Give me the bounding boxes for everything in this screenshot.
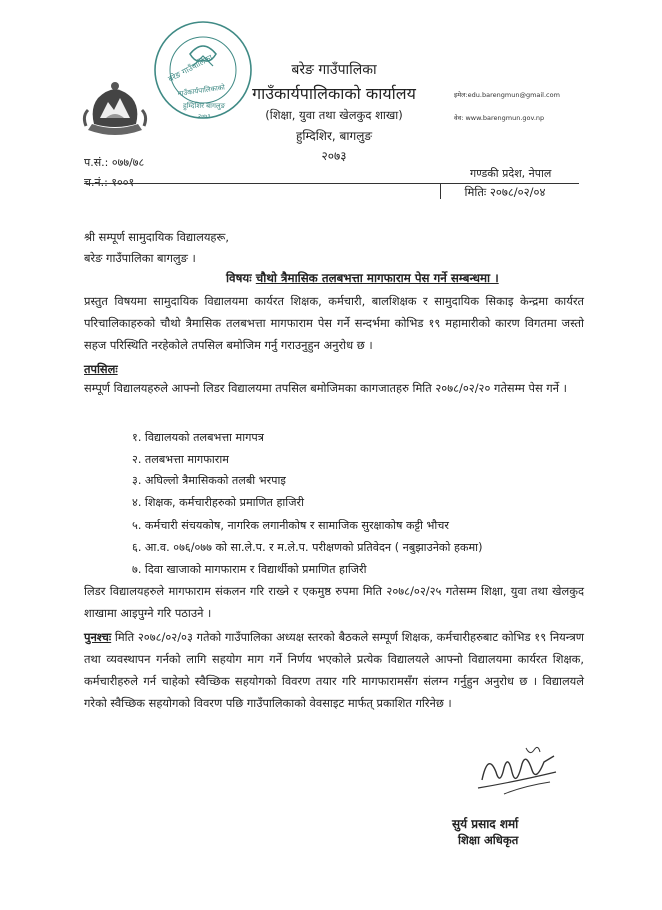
tapasil-paragraph: सम्पूर्ण विद्यालयहरुले आफ्नो लिडर विद्यालयमा तपसिल बमोजिमका कागजातहरु मिति २०७८/०२/२० गतेसम्म पेस गर्ने । [84,381,567,395]
punasch-paragraph [84,626,584,714]
signatory-name: सुर्य प्रसाद शर्मा [452,817,519,831]
list-item: ४. शिक्षक, कर्मचारीहरुको प्रमाणित हाजिरी [132,496,304,509]
handwritten-signature-icon [474,742,560,802]
intro-paragraph: प्रस्तुत विषयमा सामुदायिक विद्यालयमा कार्यरत शिक्षक, कर्मचारी, बालशिक्षक र सामुदायिक सिकाइ केन्द्रमा कार्यरत परिचालिकाहरुको चौथो त्रैमासिक तलबभत्ता मागफाराम पेस गर्ने सन्दर्भमा कोभिड १९ महामारीको कारण विगतमा जस्तो सहज परिस्थिति नरहेकोले तपसिल बमोजिम गर्नु गराउनुहुन अनुरोध छ । [84,294,584,352]
svg-text:गाउँकार्यपालिकाको: गाउँकार्यपालिकाको [177,83,226,98]
tapasil-label: तपसिलः [84,362,118,376]
reference-ps: प.सं.: ०७७/७८ [84,156,145,169]
letter-date: मितिः २०७८/०२/०४ [464,185,546,199]
list-item: ७. दिवा खाजाको मागफाराम र विद्यार्थीको प्रमाणित हाजिरी [132,563,367,576]
subject-line [226,270,499,286]
header-location: हुम्दिशिर, बागलुङ [295,129,373,143]
header-office: गाउँकार्यपालिकाको कार्यालय [252,84,416,103]
svg-text:२०७३: २०७३ [198,113,211,120]
svg-text:बरेङ गाउँपालिका: बरेङ गाउँपालिका [166,52,215,84]
list-item: ५. कर्मचारी संचयकोष, नागरिक लगानीकोष र सामाजिक सुरक्षाकोष कट्टी भौचर [132,519,449,532]
province-label: गण्डकी प्रदेश, नेपाल [470,167,552,180]
leader-paragraph: लिडर विद्यालयहरुले मागफाराम संकलन गरि राख्ने र एकमुष्ठ रुपमा मिति २०७८/०२/२५ गतेसम्म शिक्षा, युवा तथा खेलकुद शाखामा आइपुग्ने गरि पठाउने । [84,584,584,620]
svg-text:हुम्दिशिर बागलुङ: हुम्दिशिर बागलुङ [183,102,226,110]
subject-text: चौथो त्रैमासिक तलबभत्ता मागफाराम पेस गर्ने सम्बन्धमा । [255,271,499,285]
header-section: (शिक्षा, युवा तथा खेलकुद शाखा) [265,108,403,122]
punasch-label: पुनश्चः [84,630,112,644]
contact-website: वेव: www.barengmun.gov.np [454,114,545,122]
reference-cn: च.नं.: १००१ [84,176,135,189]
header-municipality: बरेङ गाउँपालिका [291,62,377,78]
contact-email: इमेल:edu.barengmun@gmail.com [454,91,560,99]
punasch-text: मिति २०७८/०२/०३ गतेको गाउँपालिका अध्यक्ष स्तरको बैठकले सम्पूर्ण शिक्षक, कर्मचारीहरुबाट कोभिड १९ नियन्त्रण तथा व्यवस्थापन गर्नको लागि सहयोग माग गर्ने निर्णय भएकोले प्रत्येक विद्यालयले आफ्नो विद्यालयमा कार्यरत शिक्षक, कर्मचारीहरुले गर्न चाहेको स्वैच्छिक सहयोगको विवरण तयार गरि मागफारामसँग संलग्न गर्नुहुन अनुरोध छ । विद्यालयले गरेको स्वैच्छिक सहयोगको विवरण पछि गाउँपालिकाको वेवसाइट मार्फत् प्रकाशित गरिनेछ । [84,630,584,710]
header-year: २०७३ [321,149,347,163]
list-item: ३. अघिल्लो त्रैमासिकको तलबी भरपाइ [132,474,286,487]
recipient-line2: बरेङ गाउँपालिका बागलुङ । [84,251,196,265]
government-emblem-icon [82,80,148,142]
list-item: ६. आ.व. ०७६/०७७ को सा.ले.प. र म.ले.प. परीक्षणको प्रतिवेदन ( नबुझाउनेको हकमा) [132,541,483,554]
recipient-line1: श्री सम्पूर्ण सामुदायिक विद्यालयहरू, [84,230,229,244]
list-item: १. विद्यालयको तलबभत्ता मागपत्र [132,431,264,444]
signatory-title: शिक्षा अधिकृत [458,833,519,847]
list-item: २. तलबभत्ता मागफाराम [132,453,229,466]
subject-label: विषयः [226,271,252,285]
